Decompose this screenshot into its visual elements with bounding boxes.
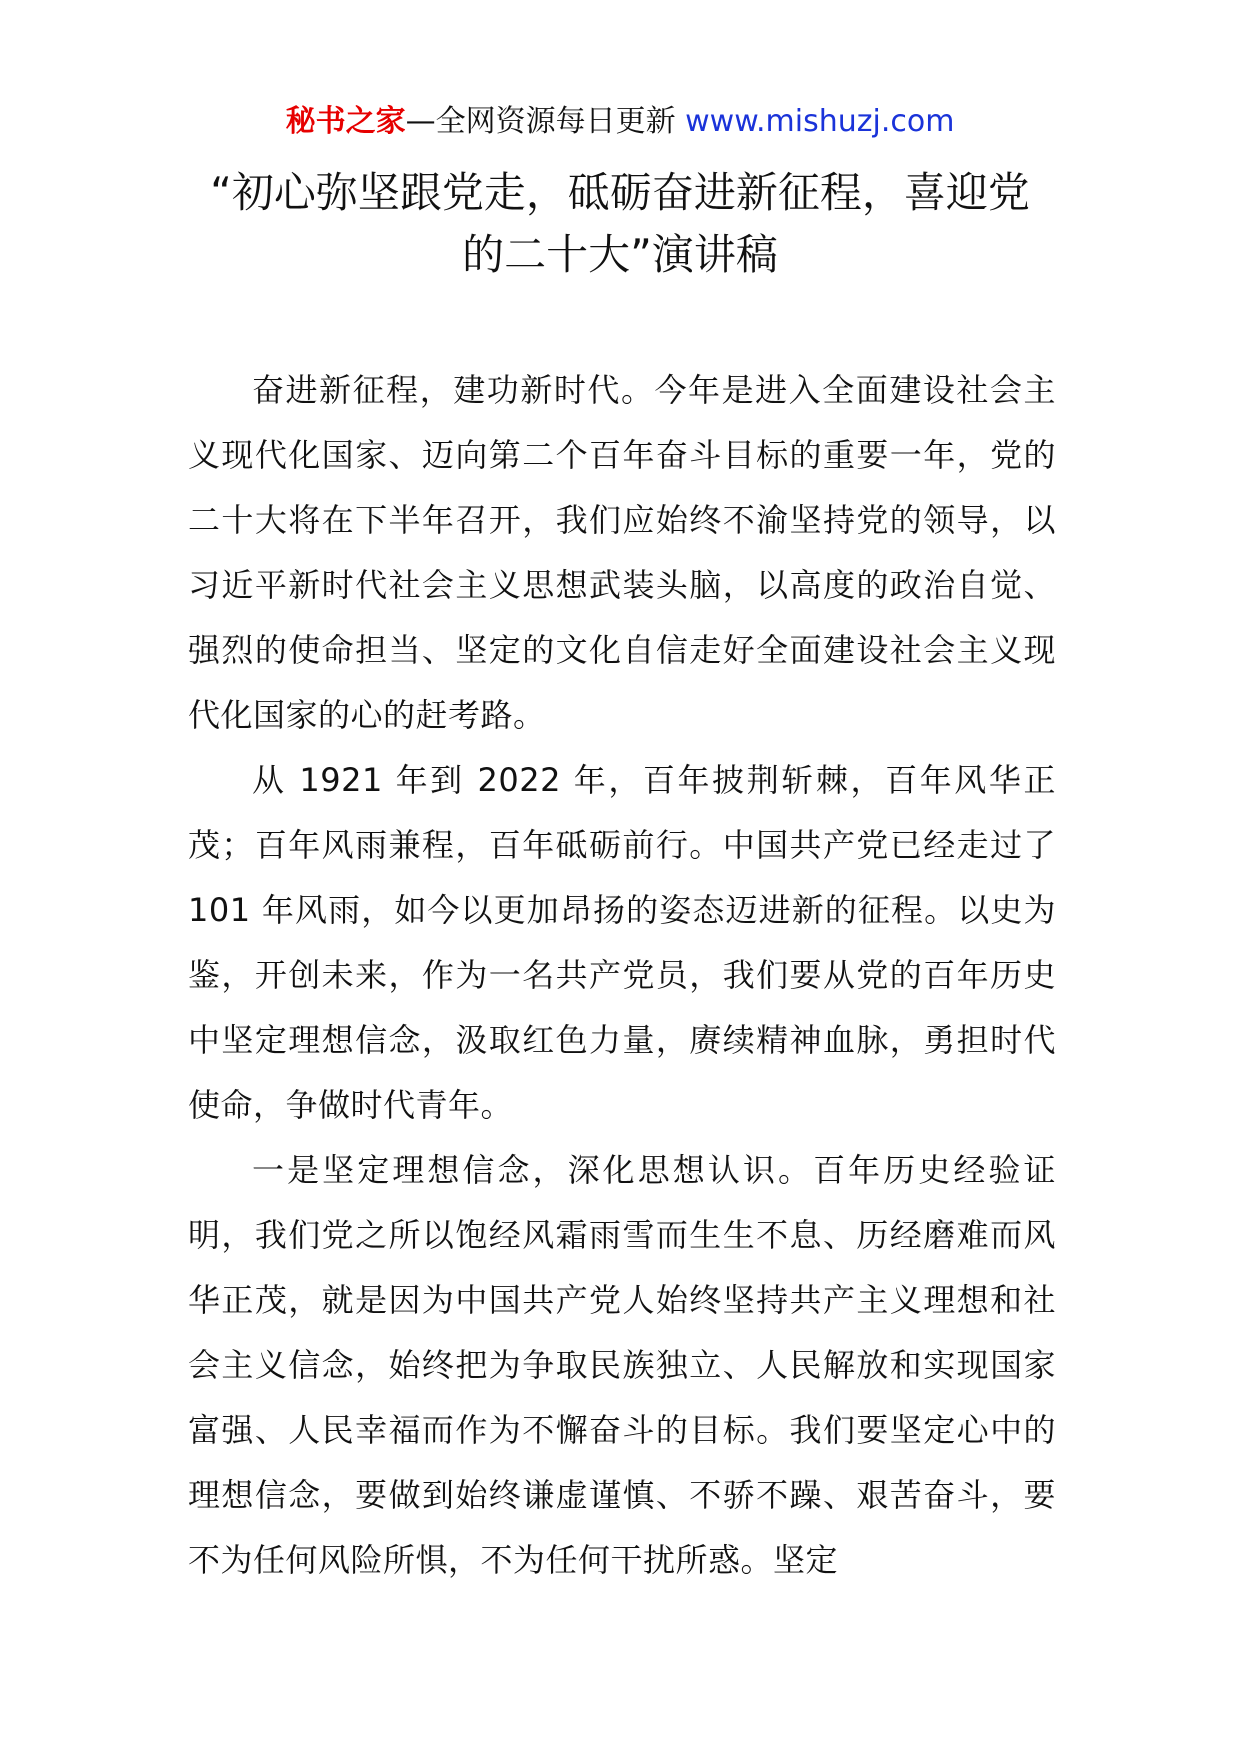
brand-name: 秘书之家 xyxy=(285,104,406,139)
header-tagline: —全网资源每日更新 xyxy=(405,104,686,139)
document-title: “初心弥坚跟党走，砥砺奋进新征程，喜迎党的二十大”演讲稿 xyxy=(210,168,1030,279)
site-url-link[interactable]: www.mishuzj.com xyxy=(685,104,955,139)
paragraph: 一是坚定理想信念，深化思想认识。百年历史经验证明，我们党之所以饱经风霜雨雪而生生不息、历经磨难而风华正茂，就是因为中国共产党人始终坚持共产主义理想和社会主义信念，始终把为争取民族独立、人民解放和实现国家富强、人民幸福而作为不懈奋斗的目标。我们要坚定心中的理想信念，要做到始终谦虚谨慎、不骄不躁、艰苦奋斗，要不为任何风险所惧，不为任何干扰所惑。坚定 xyxy=(188,1151,1056,1579)
paragraph: 从 1921 年到 2022 年，百年披荆斩棘，百年风华正茂；百年风雨兼程，百年砥砺前行。中国共产党已经走过了 101 年风雨，如今以更加昂扬的姿态迈进新的征程。以史为鉴，开创未来，作为一名共产党员，我们要从党的百年历史中坚定理想信念，汲取红色力量，赓续精神血脉，勇担时代使命，争做时代青年。 xyxy=(188,761,1056,1124)
site-header xyxy=(0,102,1240,142)
document-body xyxy=(188,358,1056,1593)
paragraph: 奋进新征程，建功新时代。今年是进入全面建设社会主义现代化国家、迈向第二个百年奋斗目标的重要一年，党的二十大将在下半年召开，我们应始终不渝坚持党的领导，以习近平新时代社会主义思想武装头脑，以高度的政治自觉、强烈的使命担当、坚定的文化自信走好全面建设社会主义现代化国家的心的赶考路。 xyxy=(188,371,1056,734)
